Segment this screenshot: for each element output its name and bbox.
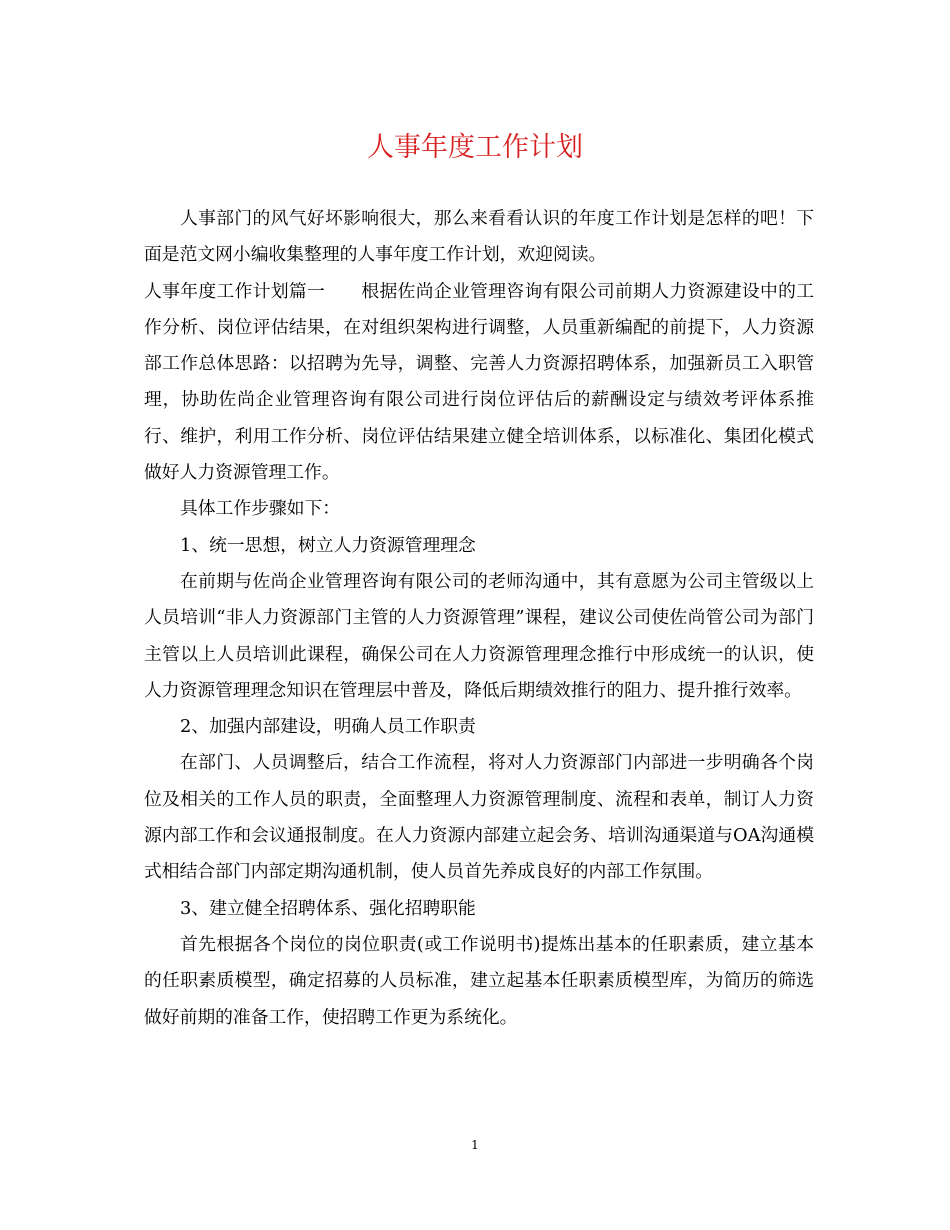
document-title: 人事年度工作计划 (367, 132, 583, 163)
section-paragraph-3: 首先根据各个岗位的岗位职责(或工作说明书)提炼出基本的任职素质，建立基本的任职素质模型，确定招募的人员标准，建立起基本任职素质模型库，为简历的筛选做好前期的准备工作，使招聘工作更为系统化。 (144, 933, 814, 1028)
document-body (144, 201, 814, 1036)
section-heading-1: 1、统一思想，树立人力资源管理理念 (180, 534, 476, 556)
page-number: 1 (471, 1138, 479, 1152)
section-heading-3: 3、建立健全招聘体系、强化招聘职能 (180, 897, 476, 919)
section-paragraph-2: 在部门、人员调整后，结合工作流程，将对人力资源部门内部进一步明确各个岗位及相关的工作人员的职责，全面整理人力资源管理制度、流程和表单，制订人力资源内部工作和会议通报制度。在人力资源内部建立起会务、培训沟通渠道与OA沟通模式相结合部门内部定期沟通机制，使人员首先养成良好的内部工作氛围。 (144, 752, 814, 883)
section-paragraph-1: 在前期与佐尚企业管理咨询有限公司的老师沟通中，其有意愿为公司主管级以上人员培训“非人力资源部门主管的人力资源管理”课程，建议公司使佐尚管公司为部门主管以上人员培训此课程，确保公司在人力资源管理理念推行中形成统一的认识，使人力资源管理理念知识在管理层中普及，降低后期绩效推行的阻力、提升推行效率。 (144, 570, 814, 701)
section-heading-2: 2、加强内部建设，明确人员工作职责 (180, 716, 476, 738)
steps-heading: 具体工作步骤如下： (180, 498, 341, 520)
intro-paragraph: 人事部门的风气好坏影响很大，那么来看看认识的年度工作计划是怎样的吧！下面是范文网小编收集整理的人事年度工作计划，欢迎阅读。 (144, 208, 814, 266)
plan-overview-paragraph: 人事年度工作计划篇一 根据佐尚企业管理咨询有限公司前期人力资源建设中的工作分析、岗位评估结果，在对组织架构进行调整，人员重新编配的前提下，人力资源部工作总体思路：以招聘为先导，调整、完善人力资源招聘体系，加强新员工入职管理，协助佐尚企业管理咨询有限公司进行岗位评估后的薪酬设定与绩效考评体系推行、维护，利用工作分析、岗位评估结果建立健全培训体系，以标准化、集团化模式做好人力资源管理工作。 (144, 280, 814, 484)
